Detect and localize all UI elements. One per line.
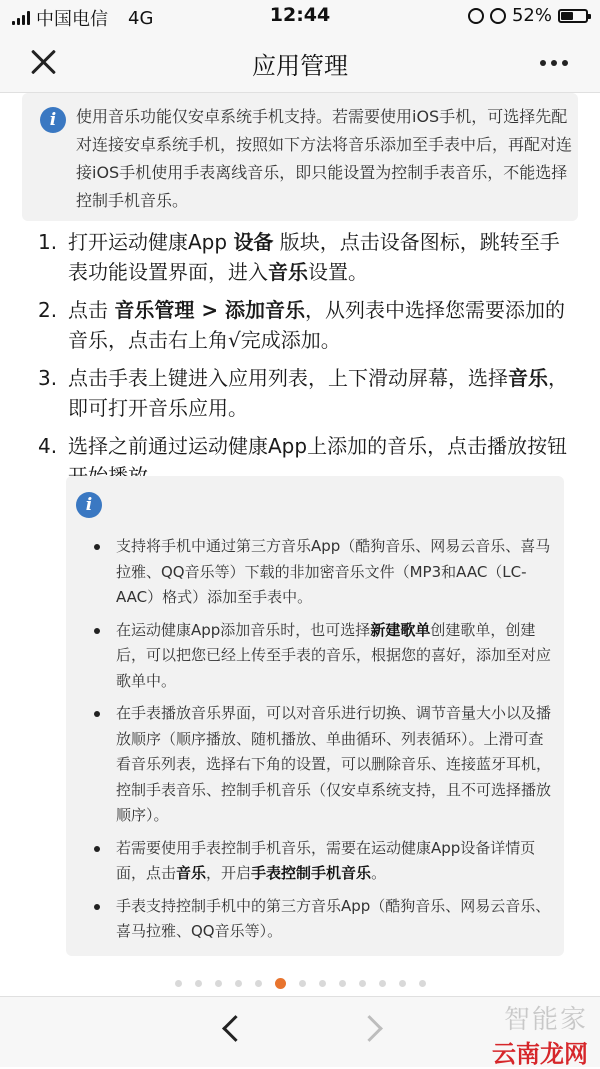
step-fragment: 点击手表上键进入应用列表，上下滑动屏幕，选择: [68, 366, 508, 390]
bullet-item: [86, 836, 556, 887]
alarm-icon: [490, 8, 506, 24]
step-number: 1.: [38, 230, 58, 254]
battery-icon: [558, 9, 588, 23]
bullet-fragment: 在手表播放音乐界面，可以对音乐进行切换、调节音量大小以及播放顺序（顺序播放、随机播放、单曲循环、列表循环）。上滑可查看音乐列表，选择右下角的设置，可以删除音乐、连接蓝牙耳机，控制手表音乐、控制手机音乐（仅安卓系统支持，且不可选择播放顺序）。: [116, 704, 552, 824]
step-keyword: 音乐: [268, 260, 308, 284]
network-label: 4G: [128, 7, 154, 29]
status-right: [468, 5, 588, 26]
steps-list: [38, 227, 568, 499]
bullet-keyword: 手表控制手机音乐: [251, 864, 372, 882]
battery-fill: [561, 12, 573, 20]
nav-bar: [0, 32, 600, 93]
bullet-dot-icon: [86, 894, 116, 945]
status-bar: [0, 0, 600, 32]
page-dot-active[interactable]: [275, 978, 286, 989]
info-note-top: [22, 93, 578, 221]
bullet-fragment: 创建歌单，创建后，可以把您已经上传至手表的音乐，根据您的喜好，添加至对应歌单中。: [116, 620, 552, 690]
bullet-item: [86, 894, 556, 945]
info-note-bottom: [66, 476, 564, 956]
page-dot[interactable]: [255, 980, 262, 987]
bullet-text: [116, 894, 556, 945]
step-fragment: 选择之前通过运动健康App上添加的音乐，点击播放按钮: [68, 434, 568, 458]
page-indicator[interactable]: [0, 976, 600, 990]
bullet-keyword: 音乐: [176, 864, 207, 882]
bullet-keyword: 新建歌单: [370, 620, 431, 639]
page-dot[interactable]: [299, 980, 306, 987]
step-text: [68, 295, 568, 355]
page-dot[interactable]: [379, 980, 386, 987]
bullet-text: [116, 534, 556, 611]
carrier-label: 中国电信: [36, 9, 108, 30]
bullet-text: [116, 701, 556, 829]
step-text: [68, 363, 568, 423]
bullet-dot-icon: [86, 701, 116, 829]
page-dot[interactable]: [215, 980, 222, 987]
step-number: 3.: [38, 366, 58, 390]
page-dot[interactable]: [235, 980, 242, 987]
watermark-bottom: 云南龙网: [492, 1040, 588, 1068]
bullet-dot-icon: [86, 534, 116, 611]
forward-arrow-icon[interactable]: [356, 1015, 383, 1042]
bullet-fragment: 。: [371, 864, 387, 882]
step-item: [38, 295, 568, 355]
step-fragment: ，从列表中选择您需要添加的音乐，点击右上角√完成添加。: [68, 298, 566, 352]
bullet-dot-icon: [86, 618, 116, 695]
battery-percent: 52%: [511, 5, 552, 26]
info-note-text: 使用音乐功能仅安卓系统手机支持。若需要使用iOS手机，可选择先配对连接安卓系统手机，按照如下方法将音乐添加至手表中后，再配对连接iOS手机使用手表离线音乐，即只能设置为控制手表音乐，不能选择控制手机音乐。: [76, 107, 573, 210]
page-dot[interactable]: [419, 980, 426, 987]
page-title: 应用管理: [252, 52, 348, 80]
page-dot[interactable]: [339, 980, 346, 987]
bullet-text: [116, 836, 556, 887]
step-keyword: 音乐管理 > 添加音乐: [114, 298, 306, 322]
watermark-top: 智能家: [503, 1005, 588, 1035]
bullet-item: [86, 618, 556, 695]
page-dot[interactable]: [359, 980, 366, 987]
back-arrow-icon[interactable]: [222, 1015, 249, 1042]
step-fragment: 点击: [68, 298, 115, 322]
bullet-item: [86, 701, 556, 829]
page-dot[interactable]: [399, 980, 406, 987]
page-dot[interactable]: [195, 980, 202, 987]
bullet-fragment: 在运动健康App添加音乐时，也可选择: [116, 620, 371, 639]
orientation-lock-icon: [468, 8, 484, 24]
step-fragment: 版块，点击设备图标，跳转至手表功能设置界面，进入: [68, 230, 560, 284]
step-item: [38, 227, 568, 287]
bullet-text: [116, 618, 556, 695]
bottom-toolbar: [0, 996, 600, 1067]
content-area[interactable]: [0, 93, 600, 973]
page-dot[interactable]: [319, 980, 326, 987]
step-item: [38, 363, 568, 423]
info-icon: i: [40, 107, 66, 133]
bullet-fragment: 手表支持控制手机中的第三方音乐App（酷狗音乐、网易云音乐、喜马拉雅、QQ音乐等）。: [116, 896, 551, 940]
info-icon: i: [76, 492, 102, 518]
bullet-dot-icon: [86, 836, 116, 887]
step-fragment: ，即可打开音乐应用。: [68, 366, 568, 420]
more-icon[interactable]: [540, 60, 568, 66]
step-number: 4.: [38, 434, 58, 458]
bullet-fragment: 若需要使用手表控制手机音乐，需要在运动健康App设备详情页面，点击: [116, 838, 536, 882]
page-dot[interactable]: [175, 980, 182, 987]
step-keyword: 音乐: [508, 366, 548, 390]
step-keyword: 设备: [233, 230, 274, 254]
bullet-item: [86, 534, 556, 611]
step-text: [68, 227, 568, 287]
status-time: 12:44: [269, 4, 331, 26]
step-number: 2.: [38, 298, 58, 322]
bullet-list: [86, 534, 556, 952]
step-fragment: 设置。: [308, 260, 368, 284]
step-fragment: 打开运动健康App: [68, 230, 234, 254]
bullet-fragment: ，开启: [206, 864, 252, 882]
watermark: [492, 999, 588, 1069]
bullet-fragment: 支持将手机中通过第三方音乐App（酷狗音乐、网易云音乐、喜马拉雅、QQ音乐等）下载的非加密音乐文件（MP3和AAC（LC-AAC）格式）添加至手表中。: [116, 537, 551, 606]
